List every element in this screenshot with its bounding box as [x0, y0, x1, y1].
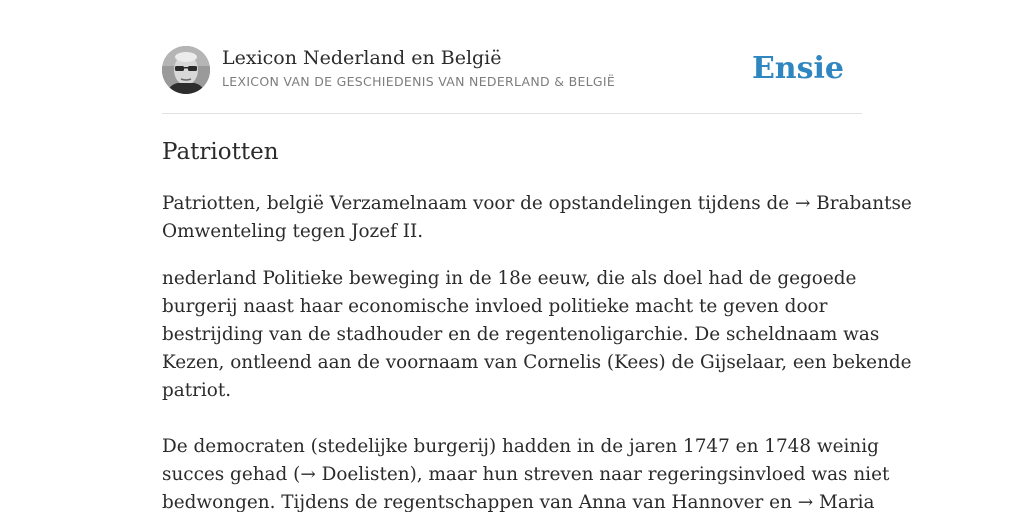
text-line: patriot. [162, 380, 232, 401]
site-name-link[interactable]: Lexicon Nederland en België [222, 47, 502, 69]
text-line: bestrijding van de stadhouder en de regentenoligarchie. De scheldnaam was [162, 324, 880, 345]
article-body [162, 190, 912, 512]
text-line [162, 461, 890, 489]
link-maria[interactable]: → Maria [797, 492, 875, 512]
link-doelisten[interactable]: → Doelisten [300, 464, 410, 485]
text-line: burgerij naast haar economische invloed politieke macht te geven door [162, 296, 828, 317]
text-line: De democraten (stedelijke burgerij) hadden in de jaren 1747 en 1748 weinig [162, 436, 879, 457]
author-avatar[interactable] [162, 46, 210, 94]
text-line [162, 190, 912, 218]
text-line: Omwenteling tegen Jozef II. [162, 221, 424, 242]
ensie-logo-link[interactable]: Ensie [751, 51, 844, 86]
paragraph-democraten [162, 433, 890, 512]
text-line: nederland Politieke beweging in de 18e eeuw, die als doel had de gegoede [162, 268, 857, 289]
text-line [162, 489, 875, 512]
site-subtitle: LEXICON VAN DE GESCHIEDENIS VAN NEDERLAND & BELGIË [222, 74, 616, 89]
avatar-portrait-icon [162, 46, 210, 94]
page-container [162, 0, 912, 512]
paragraph-nederland [162, 265, 912, 405]
link-brabantse-omwenteling[interactable]: → Brabantse [794, 193, 912, 214]
text-segment: ), maar hun streven naar regeringsinvloed was niet [409, 464, 890, 485]
article-title: Patriotten [162, 139, 279, 165]
paragraph-belgie [162, 190, 912, 246]
text-segment: Patriotten, belgië Verzamelnaam voor de opstandelingen tijdens de [162, 193, 795, 214]
text-segment: succes gehad ( [162, 464, 301, 485]
site-header [162, 0, 862, 114]
text-segment: bedwongen. Tijdens de regentschappen van Anna van Hannover en [162, 492, 798, 512]
text-line: Kezen, ontleend aan de voornaam van Cornelis (Kees) de Gijselaar, een bekende [162, 352, 912, 373]
